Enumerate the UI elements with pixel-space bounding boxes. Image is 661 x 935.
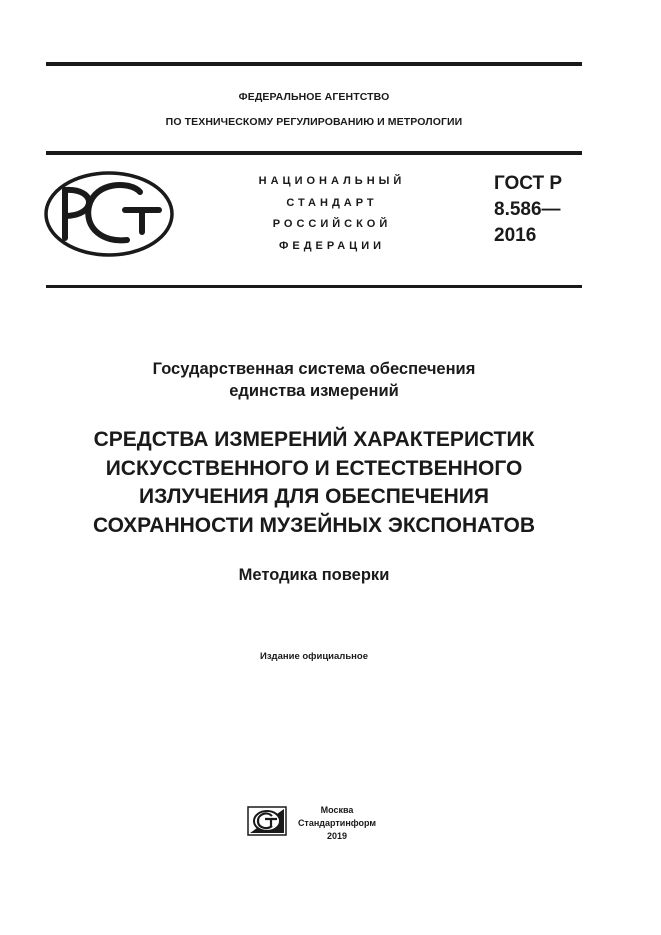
standartinform-logo-icon (247, 806, 287, 836)
top-rule (46, 62, 582, 66)
agency-line-2: ПО ТЕХНИЧЕСКОМУ РЕГУЛИРОВАНИЮ И МЕТРОЛОГИИ (165, 116, 463, 128)
publication-year: 2019 (326, 831, 348, 841)
designation-line: 8.586— (494, 199, 561, 220)
document-subtitle: Методика поверки (238, 566, 390, 584)
document-title (46, 426, 582, 540)
standard-designation (494, 171, 562, 249)
publisher-city: Москва (320, 805, 354, 815)
rst-logo-icon (43, 170, 175, 258)
title-line: СРЕДСТВА ИЗМЕРЕНИЙ ХАРАКТЕРИСТИК (93, 428, 535, 451)
publisher-name: Стандартинформ (297, 818, 377, 828)
header-rule (46, 151, 582, 155)
standard-type-line: НАЦИОНАЛЬНЫЙ (258, 175, 406, 187)
designation-line: ГОСТ Р (494, 173, 563, 194)
system-line: единства измерений (229, 382, 399, 400)
system-heading (46, 358, 582, 402)
publisher-block (293, 804, 381, 843)
edition-note: Издание официальное (260, 651, 368, 662)
designation-line: 2016 (494, 225, 537, 246)
standard-type-line: РОССИЙСКОЙ (272, 218, 392, 230)
standard-type-line: ФЕДЕРАЦИИ (278, 239, 386, 252)
title-line: ИЗЛУЧЕНИЯ ДЛЯ ОБЕСПЕЧЕНИЯ (139, 485, 489, 508)
national-standard-label (232, 171, 432, 257)
agency-line-1: ФЕДЕРАЛЬНОЕ АГЕНТСТВО (238, 91, 390, 103)
title-line: ИСКУССТВЕННОГО И ЕСТЕСТВЕННОГО (105, 456, 523, 480)
system-line: Государственная система обеспечения (152, 360, 476, 378)
title-line: СОХРАННОСТИ МУЗЕЙНЫХ ЭКСПОНАТОВ (92, 513, 536, 537)
standard-rule (46, 285, 582, 288)
standard-type-line: СТАНДАРТ (286, 196, 378, 209)
